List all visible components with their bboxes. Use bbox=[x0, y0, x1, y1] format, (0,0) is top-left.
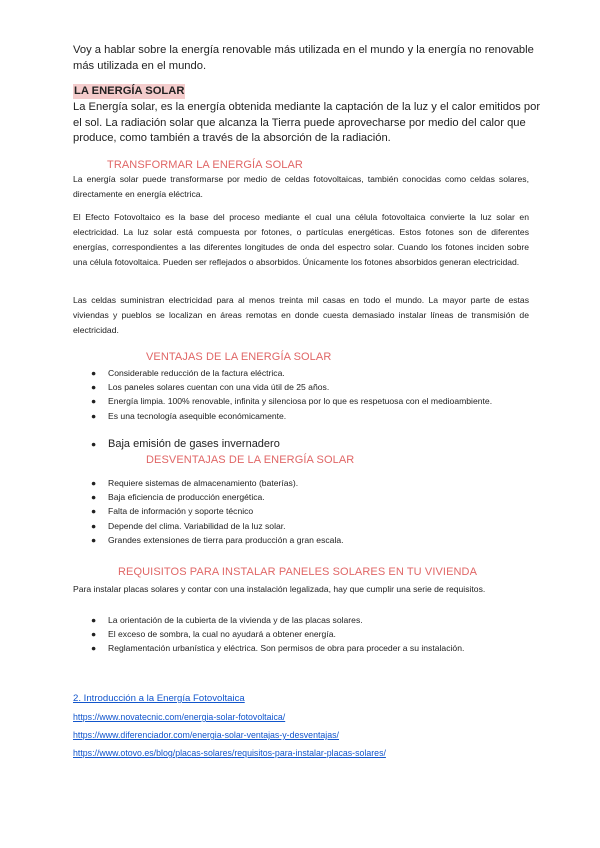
list-item: ● Baja eficiencia de producción energética. bbox=[91, 490, 511, 504]
transform-title: TRANSFORMAR LA ENERGÍA SOLAR bbox=[107, 159, 303, 171]
list-item: ● Energía limpia. 100% renovable, infinita y silenciosa por lo que es respetuosa con el medioambiente. bbox=[91, 394, 511, 408]
intro-paragraph: Voy a hablar sobre la energía renovable más utilizada en el mundo y la energía no renovable más utilizada en el mundo. bbox=[73, 44, 534, 72]
bullet-icon: ● bbox=[91, 506, 97, 517]
requirements-list bbox=[91, 613, 511, 656]
list-item: ● Los paneles solares cuentan con una vida útil de 25 años. bbox=[91, 380, 511, 394]
bullet-icon: ● bbox=[91, 410, 97, 421]
list-item: ● Reglamentación urbanística y eléctrica. Son permisos de obra para proceder a su instalación. bbox=[91, 641, 511, 655]
list-item: ● Baja emisión de gases invernadero bbox=[91, 438, 280, 450]
reference-link-diferenciador[interactable]: https://www.diferenciador.com/energia-solar-ventajas-y-desventajas/ bbox=[73, 730, 339, 740]
transform-paragraph-1: La energía solar puede transformarse por medio de celdas fotovoltaicas, también conocidas como celdas solares, directamente en energía eléctrica. bbox=[73, 174, 529, 199]
bullet-icon: ● bbox=[91, 615, 97, 625]
list-item: ● Grandes extensiones de tierra para producción a gran escala. bbox=[91, 533, 511, 547]
transform-paragraph-2: El Efecto Fotovoltaico es la base del proceso mediante el cual una célula fotovoltaica convierte la luz solar en electricidad. La luz solar está compuesta por fotones, o partículas energéticas. Estos fotones son de diferentes energías, correspondientes a las diferentes longitudes de onda del espectro solar. Cuando los fotones inciden sobre una célula fotovoltaica. Pueden ser reflejados o absorbidos. Únicamente los fotones absorbidos generan electricidad. bbox=[73, 212, 529, 267]
list-item: ● Depende del clima. Variabilidad de la luz solar. bbox=[91, 519, 511, 533]
bullet-icon: ● bbox=[91, 396, 97, 407]
advantages-list bbox=[91, 366, 511, 423]
bullet-icon: ● bbox=[91, 478, 97, 488]
main-heading: LA ENERGÍA SOLAR bbox=[74, 85, 185, 97]
bullet-icon: ● bbox=[91, 368, 97, 378]
bullet-icon: ● bbox=[91, 534, 97, 545]
list-item: ● El exceso de sombra, la cual no ayudará a obtener energía. bbox=[91, 627, 511, 641]
bullet-icon: ● bbox=[91, 643, 97, 654]
bullet-icon: ● bbox=[91, 520, 97, 531]
advantages-title: VENTAJAS DE LA ENERGÍA SOLAR bbox=[146, 351, 332, 363]
disadvantages-list bbox=[91, 476, 511, 547]
reference-link-novatecnic[interactable]: https://www.novatecnic.com/energia-solar-fotovoltaica/ bbox=[73, 712, 286, 722]
references bbox=[73, 690, 386, 762]
advantages-list-extra bbox=[91, 437, 511, 451]
disadvantages-title: DESVENTAJAS DE LA ENERGÍA SOLAR bbox=[146, 454, 355, 466]
list-item: ● Falta de información y soporte técnico bbox=[91, 504, 511, 518]
definition-paragraph: La Energía solar, es la energía obtenida mediante la captación de la luz y el calor emitidos por el sol. La radiación solar que alcanza la Tierra puede aprovecharse por medio del calor que produce, como también a través de la absorción de la radiación. bbox=[73, 101, 541, 144]
requirements-title: REQUISITOS PARA INSTALAR PANELES SOLARES EN TU VIVIENDA bbox=[118, 566, 478, 578]
requirements-intro: Para instalar placas solares y contar con una instalación legalizada, hay que cumplir una serie de requisitos. bbox=[73, 584, 486, 594]
bullet-icon: ● bbox=[91, 382, 97, 393]
transform-paragraph-3: Las celdas suministran electricidad para al menos treinta mil casas en todo el mundo. La mayor parte de estas viviendas y pueblos se localizan en áreas remotas en donde cuesta demasiado instalar líneas de transmisión de electricidad. bbox=[73, 295, 529, 335]
reference-link-otovo[interactable]: https://www.otovo.es/blog/placas-solares/requisitos-para-instalar-placas-solares/ bbox=[73, 748, 386, 758]
reference-link-intro[interactable]: 2. Introducción a la Energía Fotovoltaica bbox=[73, 693, 245, 704]
list-item: ● La orientación de la cubierta de la vivienda y de las placas solares. bbox=[91, 613, 511, 627]
list-item: ● Considerable reducción de la factura eléctrica. bbox=[91, 366, 511, 380]
list-item: ● Es una tecnología asequible económicamente. bbox=[91, 409, 511, 423]
bullet-icon: ● bbox=[91, 439, 97, 449]
list-item: ● Requiere sistemas de almacenamiento (baterías). bbox=[91, 476, 511, 490]
bullet-icon: ● bbox=[91, 629, 97, 640]
bullet-icon: ● bbox=[91, 492, 97, 503]
